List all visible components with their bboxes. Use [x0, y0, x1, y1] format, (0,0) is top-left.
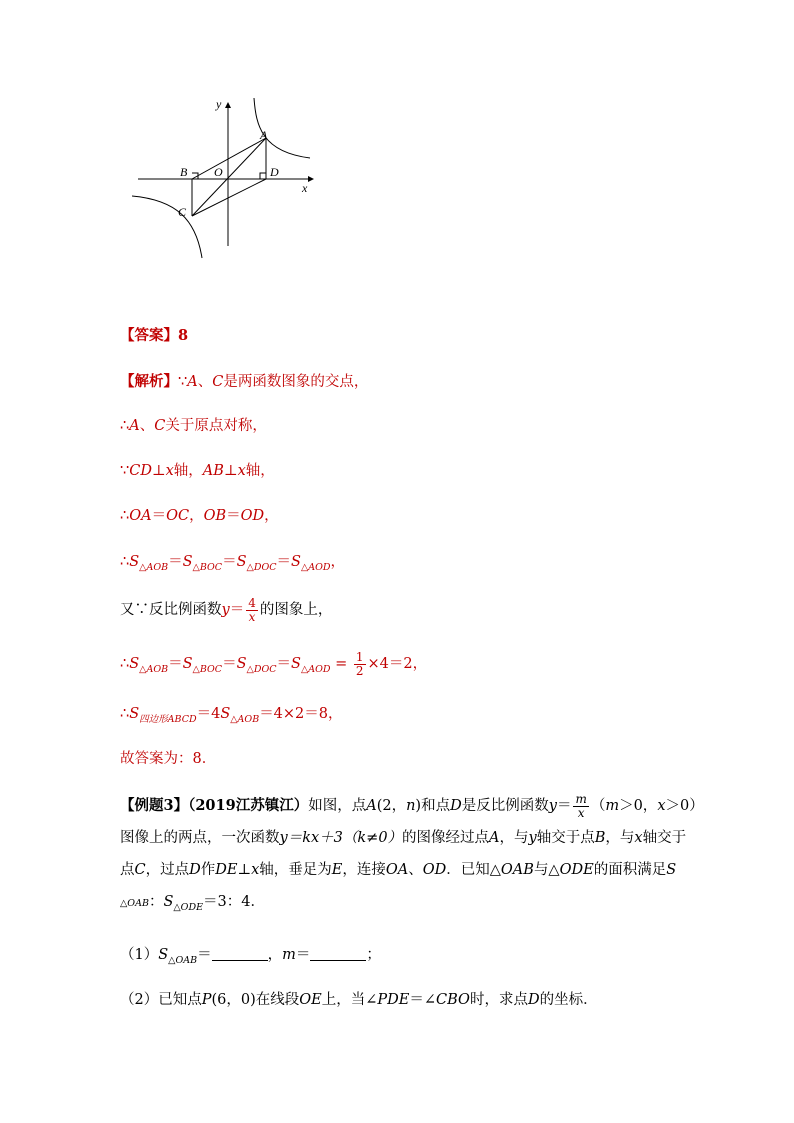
- y-axis-arrow: [225, 102, 231, 108]
- analysis-line-7: $\therefore S_{\triangle AOB}=S_{\triangle BOC}=S_{\triangle DOC}=S_{\triangle AOD}$ = $\frac{1}{2}$ ×4＝2，: [120, 649, 428, 678]
- x-axis-arrow: [308, 176, 314, 182]
- analysis-line-1: 【解析】∵A、C是两函数图象的交点，: [120, 373, 369, 390]
- question-1: $(1)S_{\triangle OAB}=$ ，m＝ ；: [120, 947, 381, 966]
- answer-line: [120, 326, 188, 346]
- example-line-1: 【例题3】（2019江苏镇江）如图，点A(2，n)和点D是反比例函数y＝ $\frac{m}{x}$ （m＞0，x＞0）: [120, 791, 704, 820]
- example-3-statement: [120, 790, 704, 920]
- analysis-line-2: ∴A、C关于原点对称，: [120, 418, 267, 434]
- fraction-1-over-2: $\frac{1}{2}$: [355, 649, 364, 678]
- analysis-conclusion: 故答案为：8．: [120, 751, 217, 767]
- analysis-line-5: $\therefore S_{\triangle AOB}=S_{\triangle BOC}=S_{\triangle DOC}=S_{\triangle AOD}$，: [120, 554, 346, 573]
- label-c: C: [178, 205, 187, 219]
- label-x: x: [302, 181, 308, 195]
- answer-blank-m[interactable]: [310, 960, 366, 961]
- example-line-3: 点C，过点D作DE⊥x轴，垂足为E，连接OA、OD．已知△OAB与△ODE的面积满足S: [120, 862, 677, 878]
- geometry-figure: [132, 92, 322, 262]
- answer-value: 8: [178, 327, 189, 344]
- question-2: （2）已知点P(6，0)在线段OE上，当∠PDE＝∠CBO时，求点D的坐标．: [120, 992, 598, 1008]
- label-y: y: [216, 97, 222, 111]
- fraction-m-over-x: $\frac{m}{x}$: [575, 791, 587, 820]
- analysis-line-6: 又∵反比例函数y＝ $\frac{4}{x}$ 的图象上，: [120, 595, 333, 624]
- label-d: D: [270, 165, 279, 179]
- answer-blank-area[interactable]: [212, 960, 268, 961]
- example-line-4: △OAB：$S_{\triangle ODE}=3$：4．: [120, 894, 265, 913]
- analysis-line-4: ∴OA＝OC，OB＝OD，: [120, 508, 279, 524]
- label-a: A: [260, 128, 268, 142]
- analysis-line-8: $\therefore S_{四边形ABCD}=4S_{\triangle AOB}=4\times 2=8$，: [120, 706, 343, 725]
- label-o: O: [214, 165, 223, 179]
- label-b: B: [180, 165, 188, 179]
- analysis-line-3: ∵CD⊥x轴，AB⊥x轴，: [120, 463, 275, 479]
- example-line-2: 图像上的两点，一次函数y＝kx＋3（k≠0）的图像经过点A，与y轴交于点B，与x轴交于: [120, 830, 687, 846]
- fraction-4-over-x: $\frac{4}{x}$: [248, 595, 256, 624]
- answer-tag: 【答案】: [120, 327, 178, 344]
